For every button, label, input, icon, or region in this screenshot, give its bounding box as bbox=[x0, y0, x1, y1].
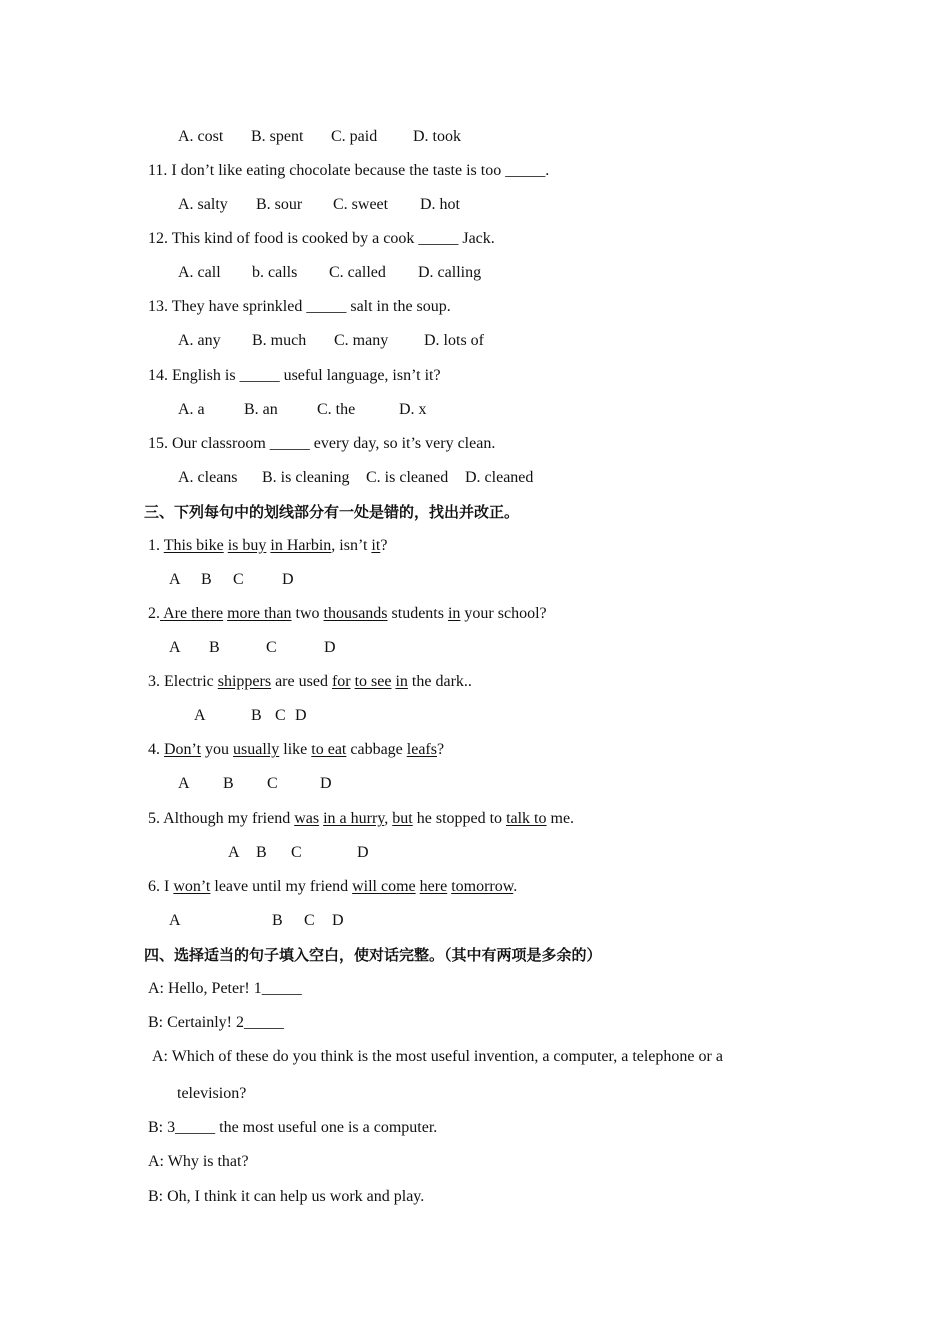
q12-option-d[interactable]: D. calling bbox=[418, 264, 482, 281]
q10-option-a[interactable]: A. cost bbox=[178, 128, 224, 145]
s3-item-5-part-a[interactable]: was bbox=[294, 810, 320, 827]
s3-item-4-letter-a: A bbox=[178, 775, 190, 792]
s3-item-1-part-d[interactable]: it bbox=[371, 537, 381, 554]
dialogue-line-2: B: Certainly! 2_____ bbox=[148, 1014, 284, 1031]
q10-option-c[interactable]: C. paid bbox=[331, 128, 378, 145]
q12-question: 12. This kind of food is cooked by a cook _____ Jack. bbox=[148, 230, 495, 247]
s3-item-4-part-b[interactable]: usually bbox=[233, 741, 280, 758]
q15-question: 15. Our classroom _____ every day, so it’s very clean. bbox=[148, 435, 496, 452]
q14-option-a[interactable]: A. a bbox=[178, 401, 205, 418]
s3-item-6-letter-a: A bbox=[169, 912, 181, 929]
q11-option-a[interactable]: A. salty bbox=[178, 196, 228, 213]
s3-item-1-part-c[interactable]: in Harbin bbox=[270, 537, 332, 554]
q11-option-b[interactable]: B. sour bbox=[256, 196, 303, 213]
s3-item-6-letter-b: B bbox=[272, 912, 283, 929]
s3-item-4-part-d[interactable]: leafs bbox=[406, 741, 437, 758]
q10-option-d[interactable]: D. took bbox=[413, 128, 461, 145]
q15-option-d[interactable]: D. cleaned bbox=[465, 469, 534, 486]
s3-item-5-part-d[interactable]: talk to bbox=[506, 810, 547, 827]
s3-item-6: 6. I won’t leave until my friend will come here tomorrow. bbox=[148, 878, 518, 895]
s3-item-1-part-b[interactable]: is buy bbox=[227, 537, 267, 554]
s3-item-6-part-d[interactable]: tomorrow bbox=[451, 878, 514, 895]
s3-item-2-letter-d: D bbox=[324, 639, 336, 656]
dialogue-line-3: A: Which of these do you think is the most useful invention, a computer, a telephone or a bbox=[152, 1048, 723, 1065]
q11-option-c[interactable]: C. sweet bbox=[333, 196, 389, 213]
s3-item-2-letter-b: B bbox=[209, 639, 220, 656]
q15-option-a[interactable]: A. cleans bbox=[178, 469, 238, 486]
q13-option-b[interactable]: B. much bbox=[252, 332, 307, 349]
q14-question: 14. English is _____ useful language, isn’t it? bbox=[148, 367, 441, 384]
dialogue-line-3-continued: television? bbox=[177, 1085, 247, 1102]
s3-item-5-part-c[interactable]: but bbox=[392, 810, 413, 827]
s3-item-3-letter-b: B bbox=[251, 707, 262, 724]
s3-item-1-letter-d: D bbox=[282, 571, 294, 588]
s3-item-2-part-b[interactable]: more than bbox=[227, 605, 292, 622]
s3-item-6-part-a[interactable]: won’t bbox=[173, 878, 211, 895]
s3-item-5-letter-a: A bbox=[228, 844, 240, 861]
q11-question: 11. I don’t like eating chocolate because the taste is too _____. bbox=[148, 162, 550, 179]
q15-option-c[interactable]: C. is cleaned bbox=[366, 469, 449, 486]
dialogue-line-5: A: Why is that? bbox=[148, 1153, 249, 1170]
q13-option-c[interactable]: C. many bbox=[334, 332, 389, 349]
s3-item-6-part-c[interactable]: here bbox=[419, 878, 448, 895]
q15-option-b[interactable]: B. is cleaning bbox=[262, 469, 350, 486]
s3-item-2-part-c[interactable]: thousands bbox=[323, 605, 388, 622]
s3-item-6-letter-c: C bbox=[304, 912, 315, 929]
s3-item-4-letter-c: C bbox=[267, 775, 278, 792]
s3-item-3-part-d[interactable]: in bbox=[395, 673, 408, 690]
s3-item-6-letter-d: D bbox=[332, 912, 344, 929]
s3-item-5-letter-d: D bbox=[357, 844, 369, 861]
s3-item-1-letter-c: C bbox=[233, 571, 244, 588]
s3-item-2-letter-c: C bbox=[266, 639, 277, 656]
s3-item-3-letter-a: A bbox=[194, 707, 206, 724]
s3-item-2-letter-a: A bbox=[169, 639, 181, 656]
q13-option-d[interactable]: D. lots of bbox=[424, 332, 484, 349]
dialogue-line-4: B: 3_____ the most useful one is a computer. bbox=[148, 1119, 438, 1136]
dialogue-line-6: B: Oh, I think it can help us work and play. bbox=[148, 1188, 425, 1205]
s3-item-6-part-b[interactable]: will come bbox=[352, 878, 416, 895]
q14-option-b[interactable]: B. an bbox=[244, 401, 278, 418]
q13-question: 13. They have sprinkled _____ salt in the soup. bbox=[148, 298, 451, 315]
s3-item-2-part-a[interactable]: Are there bbox=[163, 605, 224, 622]
section4-heading: 四、选择适当的句子填入空白，使对话完整。（其中有两项是多余的） bbox=[144, 946, 602, 964]
s3-item-5-letter-b: B bbox=[256, 844, 267, 861]
s3-item-3-part-a[interactable]: shippers bbox=[217, 673, 272, 690]
s3-item-4-part-a[interactable]: Don’t bbox=[164, 741, 202, 758]
s3-item-2-part-d[interactable]: in bbox=[447, 605, 461, 622]
q14-option-c[interactable]: C. the bbox=[317, 401, 356, 418]
s3-item-3-letter-c: C bbox=[275, 707, 286, 724]
s3-item-3-part-c[interactable]: to see bbox=[354, 673, 392, 690]
s3-item-3: 3. Electric shippers are used for to see in the dark.. bbox=[148, 673, 472, 690]
q11-option-d[interactable]: D. hot bbox=[420, 196, 460, 213]
s3-item-1: 1. This bike is buy in Harbin, isn’t it? bbox=[148, 537, 388, 554]
q12-option-a[interactable]: A. call bbox=[178, 264, 221, 281]
s3-item-4-letter-d: D bbox=[320, 775, 332, 792]
s3-item-5: 5. Although my friend was in a hurry, but he stopped to talk to me. bbox=[148, 810, 575, 827]
q12-option-b[interactable]: b. calls bbox=[252, 264, 298, 281]
s3-item-3-letter-d: D bbox=[295, 707, 307, 724]
q13-option-a[interactable]: A. any bbox=[178, 332, 221, 349]
section3-heading: 三、下列每句中的划线部分有一处是错的，找出并改正。 bbox=[144, 503, 520, 521]
dialogue-line-1: A: Hello, Peter! 1_____ bbox=[148, 980, 302, 997]
q14-option-d[interactable]: D. x bbox=[399, 401, 427, 418]
s3-item-1-letter-a: A bbox=[169, 571, 181, 588]
s3-item-4-letter-b: B bbox=[223, 775, 234, 792]
s3-item-5-letter-c: C bbox=[291, 844, 302, 861]
q12-option-c[interactable]: C. called bbox=[329, 264, 386, 281]
s3-item-1-letter-b: B bbox=[201, 571, 212, 588]
s3-item-5-part-b[interactable]: in a hurry bbox=[323, 810, 385, 827]
s3-item-4-part-c[interactable]: to eat bbox=[311, 741, 347, 758]
s3-item-2: 2. Are there more than two thousands students in your school? bbox=[148, 605, 547, 622]
q10-option-b[interactable]: B. spent bbox=[251, 128, 304, 145]
s3-item-4: 4. Don’t you usually like to eat cabbage leafs? bbox=[148, 741, 445, 758]
s3-item-1-part-a[interactable]: This bike bbox=[163, 537, 224, 554]
s3-item-3-part-b[interactable]: for bbox=[331, 673, 351, 690]
